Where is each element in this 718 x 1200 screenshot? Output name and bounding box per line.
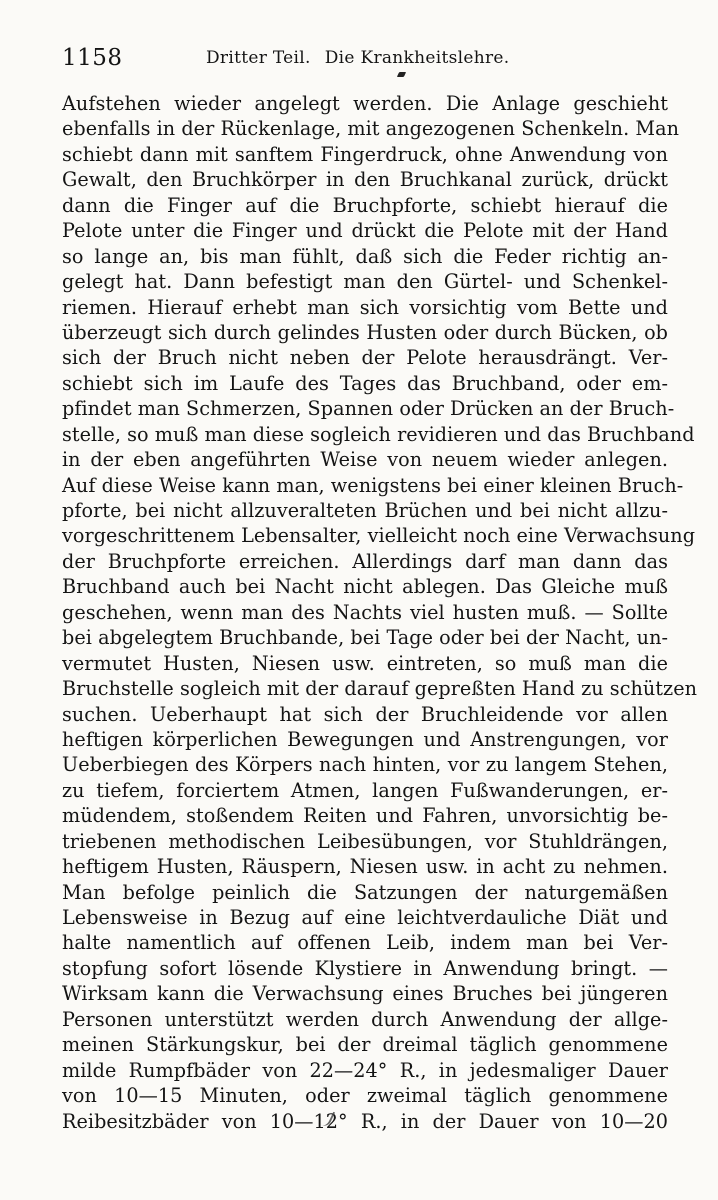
text-line: vermutet Husten, Niesen usw. eintreten, so muß man die xyxy=(62,651,668,675)
text-line: triebenen methodischen Leibesübungen, vor Stuhldrängen, xyxy=(62,829,668,853)
text-line: suchen. Ueberhaupt hat sich der Bruchleidende vor allen xyxy=(62,702,668,726)
text-line: milde Rumpfbäder von 22—24° R., in jedesmaliger Dauer xyxy=(62,1058,668,1082)
text-line: riemen. Hierauf erhebt man sich vorsichtig vom Bette und xyxy=(62,295,668,319)
chapter-title: Die Krankheitslehre. xyxy=(324,48,510,68)
text-line: stelle, so muß man diese sogleich revidieren und das Bruchband xyxy=(62,422,695,446)
text-line: in der eben angeführten Weise von neuem wieder anlegen. xyxy=(62,448,668,472)
text-line: Ueberbiegen des Körpers nach hinten, vor zu langem Stehen, xyxy=(62,753,668,777)
text-line: Bruchstelle sogleich mit der darauf gepreßten Hand zu schützen xyxy=(62,677,698,701)
text-line: Personen unterstützt werden durch Anwendung der allge- xyxy=(62,1007,668,1031)
text-line: so lange an, bis man fühlt, daß sich die Feder richtig an- xyxy=(62,244,668,268)
page-number: 1158 xyxy=(62,45,123,71)
text-line: schiebt sich im Laufe des Tages das Bruchband, oder em- xyxy=(62,371,668,395)
text-line: bei abgelegtem Bruchbande, bei Tage oder bei der Nacht, un- xyxy=(62,626,669,650)
text-line: Reibesitzbäder von 10—12° R., in der Dauer von 10—20 xyxy=(62,1109,668,1133)
text-line: pfindet man Schmerzen, Spannen oder Drücken an der Bruch- xyxy=(62,397,675,421)
text-line: Lebensweise in Bezug auf eine leichtverdauliche Diät und xyxy=(62,906,668,929)
text-line: der Bruchpforte erreichen. Allerdings darf man dann das xyxy=(62,549,668,573)
text-line: überzeugt sich durch gelindes Husten oder durch Bücken, ob xyxy=(62,320,668,344)
text-line: ebenfalls in der Rückenlage, mit angezogenen Schenkeln. Man xyxy=(62,117,679,141)
text-line: schiebt dann mit sanftem Fingerdruck, ohne Anwendung von xyxy=(62,142,668,166)
text-line: Gewalt, den Bruchkörper in den Bruchkanal zurück, drückt xyxy=(62,168,668,192)
running-head xyxy=(206,48,510,68)
text-line: Aufstehen wieder angelegt werden. Die Anlage geschieht xyxy=(62,92,668,115)
text-line: dann die Finger auf die Bruchpforte, schiebt hierauf die xyxy=(62,193,668,217)
text-line: sich der Bruch nicht neben der Pelote herausdrängt. Ver- xyxy=(62,346,668,370)
text-line: halte namentlich auf offenen Leib, indem man bei Ver- xyxy=(62,931,668,955)
page-header xyxy=(62,40,676,76)
text-line: Pelote unter die Finger und drückt die Pelote mit der Hand xyxy=(62,219,668,243)
text-line: gelegt hat. Dann befestigt man den Gürtel- und Schenkel- xyxy=(62,270,668,294)
text-line: stopfung sofort lösende Klystiere in Anwendung bringt. — xyxy=(62,956,668,980)
text-line: heftigen körperlichen Bewegungen und Anstrengungen, vor xyxy=(62,727,668,751)
text-line: Auf diese Weise kann man, wenigstens bei einer kleinen Bruch- xyxy=(62,473,684,497)
text-line: heftigem Husten, Räuspern, Niesen usw. in acht zu nehmen. xyxy=(62,855,668,879)
text-line: vorgeschrittenem Lebensalter, vielleicht noch eine Verwachsung xyxy=(62,524,696,548)
text-line: meinen Stärkungskur, bei der dreimal täglich genommene xyxy=(62,1033,668,1057)
body-text xyxy=(62,91,698,1134)
text-line: zu tiefem, forciertem Atmen, langen Fußwanderungen, er- xyxy=(62,778,668,802)
text-line: von 10—15 Minuten, oder zweimal täglich genommene xyxy=(62,1084,668,1108)
text-line: müdendem, stoßendem Reiten und Fahren, unvorsichtig be- xyxy=(62,804,668,828)
text-line: Wirksam kann die Verwachsung eines Bruches bei jüngeren xyxy=(62,982,668,1006)
text-line: Man befolge peinlich die Satzungen der naturgemäßen xyxy=(62,880,668,904)
text-line: pforte, bei nicht allzuveralteten Brüchen und bei nicht allzu- xyxy=(62,499,668,522)
text-line: Bruchband auch bei Nacht nicht ablegen. Das Gleiche muß xyxy=(62,575,668,599)
part-title: Dritter Teil. xyxy=(206,48,311,68)
print-mark xyxy=(397,72,406,77)
text-line: geschehen, wenn man des Nachts viel husten muß. — Sollte xyxy=(62,600,668,624)
